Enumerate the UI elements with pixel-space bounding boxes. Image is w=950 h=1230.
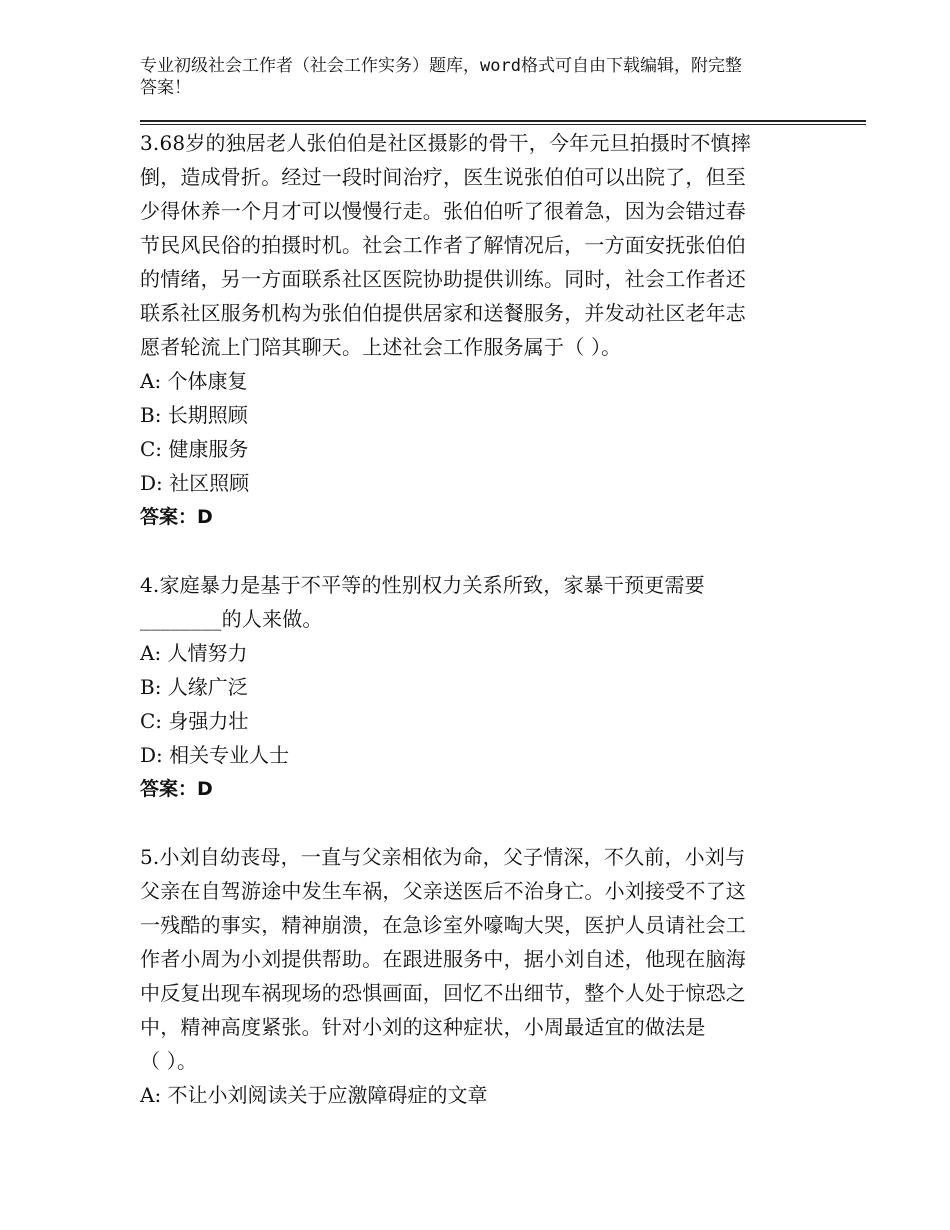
question-list (140, 126, 805, 1112)
question-stem-line: 中反复出现车祸现场的恐惧画面，回忆不出细节，整个人处于惊恐之 (140, 981, 746, 1005)
option-b: B: 长期照顾 (140, 403, 248, 427)
spacer (140, 806, 805, 840)
option-b: B: 人缘广泛 (140, 675, 248, 699)
question-stem-line: 中，精神高度紧张。针对小刘的这种症状，小周最适宜的做法是 (140, 1015, 706, 1039)
question-stem-line: 5.小刘自幼丧母，一直与父亲相依为命，父子情深，不久前，小刘与 (140, 845, 746, 869)
question-5 (140, 840, 805, 1112)
question-stem-line: 作者小周为小刘提供帮助。在跟进服务中，据小刘自述，他现在脑海 (140, 947, 746, 971)
question-stem-line: 的情绪，另一方面联系社区医院协助提供训练。同时，社会工作者还 (140, 267, 746, 291)
option-a: A: 人情努力 (140, 641, 248, 665)
question-stem-line: 4.家庭暴力是基于不平等的性别权力关系所致，家暴干预更需要 (140, 573, 705, 597)
question-stem-line: 节民风民俗的拍摄时机。社会工作者了解情况后，一方面安抚张伯伯 (140, 233, 746, 257)
question-stem-line: （ ）。 (140, 1049, 198, 1073)
option-d: D: 相关专业人士 (140, 743, 290, 767)
spacer (140, 534, 805, 568)
option-a: A: 个体康复 (140, 369, 248, 393)
question-3 (140, 126, 805, 534)
header-line-1: 专业初级社会工作者（社会工作实务）题库，word格式可自由下载编辑，附完整 (140, 56, 742, 76)
header-line-2: 答案！ (140, 78, 191, 98)
option-c: C: 健康服务 (140, 437, 249, 461)
question-stem-line: 联系社区服务机构为张伯伯提供居家和送餐服务，并发动社区老年志 (140, 301, 746, 325)
question-4 (140, 568, 805, 806)
answer-label: 答案：D (140, 506, 213, 528)
question-stem-line: 少得休养一个月才可以慢慢行走。张伯伯听了很着急，因为会错过春 (140, 199, 746, 223)
question-stem-line: 倒，造成骨折。经过一段时间治疗，医生说张伯伯可以出院了，但至 (140, 165, 746, 189)
answer-label: 答案：D (140, 778, 213, 800)
question-stem-line: 父亲在自驾游途中发生车祸，父亲送医后不治身亡。小刘接受不了这 (140, 879, 746, 903)
question-stem-line: 愿者轮流上门陪其聊天。上述社会工作服务属于（ ）。 (140, 335, 622, 359)
option-c: C: 身强力壮 (140, 709, 249, 733)
question-stem-line: 3.68岁的独居老人张伯伯是社区摄影的骨干，今年元旦拍摄时不慎摔 (140, 131, 751, 155)
header-divider-thin (140, 124, 866, 125)
question-stem-line: ________的人来做。 (140, 607, 323, 631)
question-stem-line: 一残酷的事实，精神崩溃，在急诊室外嚎啕大哭，医护人员请社会工 (140, 913, 746, 937)
document-header (140, 55, 810, 99)
header-divider-thick (140, 120, 866, 122)
option-a: A: 不让小刘阅读关于应激障碍症的文章 (140, 1083, 488, 1107)
option-d: D: 社区照顾 (140, 471, 250, 495)
